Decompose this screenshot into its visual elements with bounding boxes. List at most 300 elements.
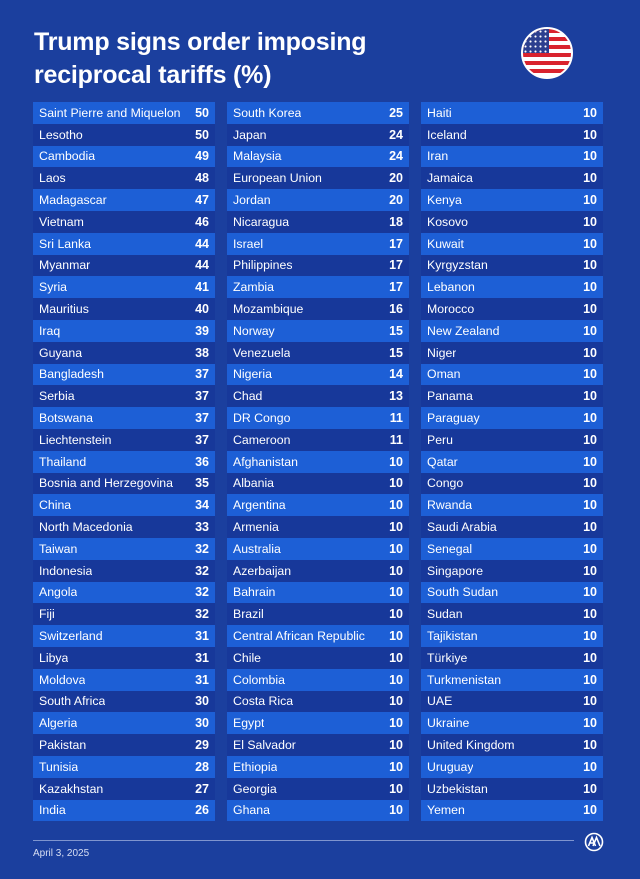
table-row xyxy=(33,189,215,211)
table-row xyxy=(227,647,409,669)
country-name: Kenya xyxy=(427,193,462,208)
table-row xyxy=(33,342,215,364)
table-row xyxy=(227,494,409,516)
tariff-value: 10 xyxy=(583,236,597,251)
table-row xyxy=(227,276,409,298)
country-name: Paraguay xyxy=(427,411,480,426)
table-row xyxy=(33,276,215,298)
table-row xyxy=(33,516,215,538)
table-row xyxy=(33,167,215,189)
tariff-value: 39 xyxy=(195,323,209,338)
tariff-value: 10 xyxy=(583,432,597,447)
tariff-value: 48 xyxy=(195,171,209,186)
country-name: Japan xyxy=(233,127,267,142)
country-name: Costa Rica xyxy=(233,694,294,709)
tariff-value: 10 xyxy=(583,650,597,665)
table-row xyxy=(227,669,409,691)
table-row xyxy=(421,800,603,822)
table-row xyxy=(421,691,603,713)
table-row xyxy=(421,625,603,647)
country-name: Rwanda xyxy=(427,498,473,513)
table-row xyxy=(227,451,409,473)
table-row xyxy=(33,538,215,560)
tariff-value: 24 xyxy=(389,127,403,142)
table-row xyxy=(421,473,603,495)
table-row xyxy=(421,211,603,233)
country-name: Brazil xyxy=(233,607,264,622)
table-row xyxy=(227,538,409,560)
table-row xyxy=(421,451,603,473)
tariff-value: 30 xyxy=(195,694,209,709)
tariff-value: 10 xyxy=(583,345,597,360)
tariff-value: 10 xyxy=(389,498,403,513)
tariff-value: 10 xyxy=(583,454,597,469)
tariff-value: 10 xyxy=(583,563,597,578)
table-row xyxy=(227,516,409,538)
table-row xyxy=(421,756,603,778)
table-column-1 xyxy=(33,102,215,821)
country-name: Taiwan xyxy=(39,541,78,556)
table-row xyxy=(421,189,603,211)
table-row xyxy=(227,407,409,429)
country-name: South Sudan xyxy=(427,585,499,600)
tariff-value: 35 xyxy=(195,476,209,491)
country-name: Libya xyxy=(39,650,69,665)
table-row xyxy=(227,342,409,364)
table-row xyxy=(227,756,409,778)
us-flag-icon xyxy=(521,27,573,79)
table-row xyxy=(421,255,603,277)
tariff-value: 10 xyxy=(583,520,597,535)
country-name: Tajikistan xyxy=(427,629,478,644)
table-row xyxy=(421,647,603,669)
table-row xyxy=(421,429,603,451)
country-name: Singapore xyxy=(427,563,484,578)
country-name: Haiti xyxy=(427,105,452,120)
tariff-value: 27 xyxy=(195,781,209,796)
tariff-value: 15 xyxy=(389,345,403,360)
table-row xyxy=(421,712,603,734)
tariff-value: 10 xyxy=(583,193,597,208)
table-row xyxy=(227,124,409,146)
table-row xyxy=(33,473,215,495)
tariff-value: 10 xyxy=(583,541,597,556)
tariff-value: 37 xyxy=(195,411,209,426)
table-row xyxy=(33,582,215,604)
country-name: Panama xyxy=(427,389,473,404)
country-name: Armenia xyxy=(233,520,279,535)
country-name: Liechtenstein xyxy=(39,432,112,447)
table-row xyxy=(421,233,603,255)
tariff-value: 15 xyxy=(389,323,403,338)
table-row xyxy=(33,233,215,255)
tariff-value: 10 xyxy=(583,498,597,513)
tariff-value: 31 xyxy=(195,650,209,665)
country-name: UAE xyxy=(427,694,453,709)
country-name: Zambia xyxy=(233,280,275,295)
country-name: Lesotho xyxy=(39,127,83,142)
tariff-value: 37 xyxy=(195,432,209,447)
table-row xyxy=(33,712,215,734)
tariff-value: 10 xyxy=(583,738,597,752)
tariff-value: 25 xyxy=(389,105,403,120)
table-row xyxy=(227,582,409,604)
country-name: Nicaragua xyxy=(233,214,290,229)
country-name: Bosnia and Herzegovina xyxy=(39,476,173,491)
country-name: Morocco xyxy=(427,302,475,317)
tariff-value: 34 xyxy=(195,498,209,513)
aa-logo-icon xyxy=(584,832,604,852)
table-row xyxy=(227,298,409,320)
tariff-value: 33 xyxy=(195,520,209,535)
country-name: Sri Lanka xyxy=(39,236,91,251)
country-name: DR Congo xyxy=(233,411,291,426)
table-row xyxy=(227,255,409,277)
table-row xyxy=(421,298,603,320)
tariff-value: 16 xyxy=(389,302,403,317)
tariff-value: 10 xyxy=(389,650,403,665)
country-name: Saint Pierre and Miquelon xyxy=(39,105,181,120)
tariff-value: 10 xyxy=(389,716,403,731)
table-row xyxy=(33,211,215,233)
table-row xyxy=(33,407,215,429)
table-row xyxy=(421,364,603,386)
tariff-value: 10 xyxy=(583,367,597,382)
table-row xyxy=(33,734,215,756)
country-name: Myanmar xyxy=(39,258,91,273)
tariff-value: 18 xyxy=(389,214,403,229)
country-name: Ethiopia xyxy=(233,759,278,774)
table-row xyxy=(33,603,215,625)
tariff-value: 10 xyxy=(389,607,403,622)
table-column-2 xyxy=(227,102,409,821)
country-name: Mozambique xyxy=(233,302,304,317)
tariff-value: 41 xyxy=(195,280,209,295)
tariff-value: 10 xyxy=(583,302,597,317)
country-name: Turkmenistan xyxy=(427,672,502,687)
country-name: Vietnam xyxy=(39,214,84,229)
country-name: New Zealand xyxy=(427,323,500,338)
country-name: United Kingdom xyxy=(427,738,515,752)
country-name: Algeria xyxy=(39,716,78,731)
country-name: Afghanistan xyxy=(233,454,298,469)
tariff-value: 10 xyxy=(583,323,597,338)
table-row xyxy=(33,102,215,124)
table-row xyxy=(33,560,215,582)
country-name: South Africa xyxy=(39,694,106,709)
country-name: Niger xyxy=(427,345,457,360)
country-name: Malaysia xyxy=(233,149,282,164)
country-name: Australia xyxy=(233,541,281,556)
tariff-value: 10 xyxy=(583,149,597,164)
tariff-value: 13 xyxy=(389,389,403,404)
table-row xyxy=(421,734,603,756)
country-name: Saudi Arabia xyxy=(427,520,497,535)
table-row xyxy=(33,625,215,647)
table-row xyxy=(227,473,409,495)
country-name: India xyxy=(39,803,66,818)
country-name: Congo xyxy=(427,476,464,491)
table-row xyxy=(421,167,603,189)
table-row xyxy=(421,342,603,364)
tariff-value: 10 xyxy=(583,258,597,273)
country-name: Serbia xyxy=(39,389,75,404)
country-name: Mauritius xyxy=(39,302,89,317)
tariff-value: 10 xyxy=(389,738,403,752)
country-name: Cameroon xyxy=(233,432,291,447)
tariff-value: 24 xyxy=(389,149,403,164)
country-name: Argentina xyxy=(233,498,286,513)
tariff-value: 20 xyxy=(389,171,403,186)
table-row xyxy=(227,625,409,647)
tariff-value: 11 xyxy=(389,432,403,447)
tariff-value: 10 xyxy=(583,411,597,426)
country-name: El Salvador xyxy=(233,738,296,752)
tariff-value: 10 xyxy=(583,127,597,142)
tariff-value: 31 xyxy=(195,672,209,687)
tariff-value: 10 xyxy=(583,716,597,731)
country-name: Norway xyxy=(233,323,275,338)
table-row xyxy=(227,211,409,233)
tariff-value: 10 xyxy=(389,563,403,578)
country-name: Peru xyxy=(427,432,453,447)
table-row xyxy=(33,429,215,451)
tariff-value: 47 xyxy=(195,193,209,208)
table-row xyxy=(33,298,215,320)
tariff-value: 32 xyxy=(195,563,209,578)
tariff-value: 10 xyxy=(583,672,597,687)
country-name: Albania xyxy=(233,476,275,491)
country-name: Kyrgyzstan xyxy=(427,258,488,273)
tariff-value: 31 xyxy=(195,629,209,644)
publication-date: April 3, 2025 xyxy=(33,848,90,859)
country-name: Syria xyxy=(39,280,68,295)
tariff-value: 37 xyxy=(195,367,209,382)
country-name: Botswana xyxy=(39,411,94,426)
country-name: Sudan xyxy=(427,607,463,622)
tariff-value: 17 xyxy=(389,236,403,251)
chart-title-line-1: Trump signs order imposing xyxy=(34,28,367,56)
tariff-value: 10 xyxy=(583,781,597,796)
table-row xyxy=(33,800,215,822)
table-row xyxy=(227,146,409,168)
table-column-3 xyxy=(421,102,603,821)
tariff-table xyxy=(33,102,603,821)
tariff-value: 46 xyxy=(195,214,209,229)
table-row xyxy=(33,691,215,713)
table-row xyxy=(421,320,603,342)
country-name: Tunisia xyxy=(39,759,79,774)
country-name: Pakistan xyxy=(39,738,87,752)
country-name: Colombia xyxy=(233,672,285,687)
tariff-value: 10 xyxy=(389,781,403,796)
table-row xyxy=(227,778,409,800)
tariff-value: 10 xyxy=(389,541,403,556)
table-row xyxy=(421,494,603,516)
tariff-value: 10 xyxy=(389,694,403,709)
table-row xyxy=(227,385,409,407)
country-name: Venezuela xyxy=(233,345,291,360)
country-name: Nigeria xyxy=(233,367,272,382)
table-row xyxy=(227,233,409,255)
tariff-value: 49 xyxy=(195,149,209,164)
table-row xyxy=(227,800,409,822)
tariff-value: 10 xyxy=(583,280,597,295)
table-row xyxy=(227,691,409,713)
footer-divider xyxy=(33,840,574,841)
table-row xyxy=(227,429,409,451)
us-flag-canton xyxy=(523,29,549,53)
country-name: Philippines xyxy=(233,258,293,273)
tariff-value: 10 xyxy=(583,389,597,404)
table-row xyxy=(421,778,603,800)
tariff-value: 10 xyxy=(389,759,403,774)
tariff-value: 10 xyxy=(583,476,597,491)
table-row xyxy=(33,451,215,473)
table-row xyxy=(33,146,215,168)
table-row xyxy=(227,603,409,625)
tariff-value: 10 xyxy=(389,454,403,469)
country-name: Uzbekistan xyxy=(427,781,488,796)
chart-title xyxy=(34,26,474,92)
tariff-value: 10 xyxy=(389,585,403,600)
table-row xyxy=(227,734,409,756)
table-row xyxy=(421,516,603,538)
table-row xyxy=(33,778,215,800)
tariff-value: 17 xyxy=(389,280,403,295)
country-name: Ukraine xyxy=(427,716,470,731)
country-name: European Union xyxy=(233,171,322,186)
country-name: Central African Republic xyxy=(233,629,365,644)
tariff-value: 10 xyxy=(389,476,403,491)
tariff-value: 32 xyxy=(195,607,209,622)
table-row xyxy=(421,538,603,560)
country-name: Uruguay xyxy=(427,759,474,774)
tariff-value: 10 xyxy=(389,803,403,818)
country-name: Madagascar xyxy=(39,193,107,208)
table-row xyxy=(33,255,215,277)
country-name: South Korea xyxy=(233,105,302,120)
country-name: Bangladesh xyxy=(39,367,104,382)
tariff-value: 44 xyxy=(195,258,209,273)
table-row xyxy=(421,669,603,691)
tariff-value: 10 xyxy=(583,694,597,709)
country-name: Iran xyxy=(427,149,449,164)
country-name: Fiji xyxy=(39,607,55,622)
table-row xyxy=(33,124,215,146)
country-name: Chile xyxy=(233,650,262,665)
country-name: Moldova xyxy=(39,672,86,687)
country-name: Laos xyxy=(39,171,66,186)
table-row xyxy=(227,364,409,386)
tariff-value: 28 xyxy=(195,759,209,774)
tariff-value: 32 xyxy=(195,541,209,556)
table-row xyxy=(33,494,215,516)
tariff-value: 30 xyxy=(195,716,209,731)
tariff-value: 10 xyxy=(389,672,403,687)
table-row xyxy=(421,102,603,124)
country-name: Lebanon xyxy=(427,280,475,295)
tariff-value: 10 xyxy=(583,214,597,229)
tariff-value: 10 xyxy=(583,105,597,120)
tariff-value: 40 xyxy=(195,302,209,317)
table-row xyxy=(421,560,603,582)
country-name: Thailand xyxy=(39,454,87,469)
country-name: Kazakhstan xyxy=(39,781,104,796)
table-row xyxy=(33,647,215,669)
country-name: Cambodia xyxy=(39,149,96,164)
tariff-value: 10 xyxy=(389,629,403,644)
tariff-value: 44 xyxy=(195,236,209,251)
tariff-value: 50 xyxy=(195,127,209,142)
country-name: Iceland xyxy=(427,127,467,142)
country-name: China xyxy=(39,498,72,513)
country-name: Guyana xyxy=(39,345,83,360)
country-name: Angola xyxy=(39,585,78,600)
tariff-value: 10 xyxy=(583,585,597,600)
country-name: Oman xyxy=(427,367,461,382)
table-row xyxy=(227,712,409,734)
table-row xyxy=(33,385,215,407)
table-row xyxy=(421,407,603,429)
tariff-value: 32 xyxy=(195,585,209,600)
country-name: Kuwait xyxy=(427,236,464,251)
country-name: Bahrain xyxy=(233,585,276,600)
country-name: Qatar xyxy=(427,454,458,469)
country-name: Switzerland xyxy=(39,629,103,644)
tariff-value: 10 xyxy=(583,171,597,186)
table-row xyxy=(227,167,409,189)
table-row xyxy=(33,320,215,342)
country-name: Yemen xyxy=(427,803,465,818)
tariff-value: 11 xyxy=(389,411,403,426)
tariff-value: 29 xyxy=(195,738,209,752)
table-row xyxy=(227,560,409,582)
table-row xyxy=(421,582,603,604)
country-name: Jamaica xyxy=(427,171,473,186)
chart-title-line-2: reciprocal tariffs (%) xyxy=(34,61,272,89)
country-name: Azerbaijan xyxy=(233,563,292,578)
table-row xyxy=(421,603,603,625)
table-row xyxy=(33,364,215,386)
tariff-value: 14 xyxy=(389,367,403,382)
table-row xyxy=(421,276,603,298)
table-row xyxy=(33,669,215,691)
table-row xyxy=(421,124,603,146)
table-row xyxy=(227,102,409,124)
tariff-value: 26 xyxy=(195,803,209,818)
tariff-value: 17 xyxy=(389,258,403,273)
table-row xyxy=(227,189,409,211)
tariff-value: 10 xyxy=(583,607,597,622)
tariff-value: 38 xyxy=(195,345,209,360)
tariff-value: 10 xyxy=(583,759,597,774)
country-name: Türkiye xyxy=(427,650,468,665)
tariff-value: 50 xyxy=(195,105,209,120)
tariff-value: 10 xyxy=(583,629,597,644)
country-name: Jordan xyxy=(233,193,271,208)
country-name: Egypt xyxy=(233,716,265,731)
tariff-value: 10 xyxy=(583,803,597,818)
table-row xyxy=(421,146,603,168)
country-name: Kosovo xyxy=(427,214,469,229)
country-name: Georgia xyxy=(233,781,277,796)
tariff-value: 10 xyxy=(389,520,403,535)
country-name: Chad xyxy=(233,389,263,404)
tariff-value: 37 xyxy=(195,389,209,404)
country-name: North Macedonia xyxy=(39,520,133,535)
country-name: Indonesia xyxy=(39,563,93,578)
